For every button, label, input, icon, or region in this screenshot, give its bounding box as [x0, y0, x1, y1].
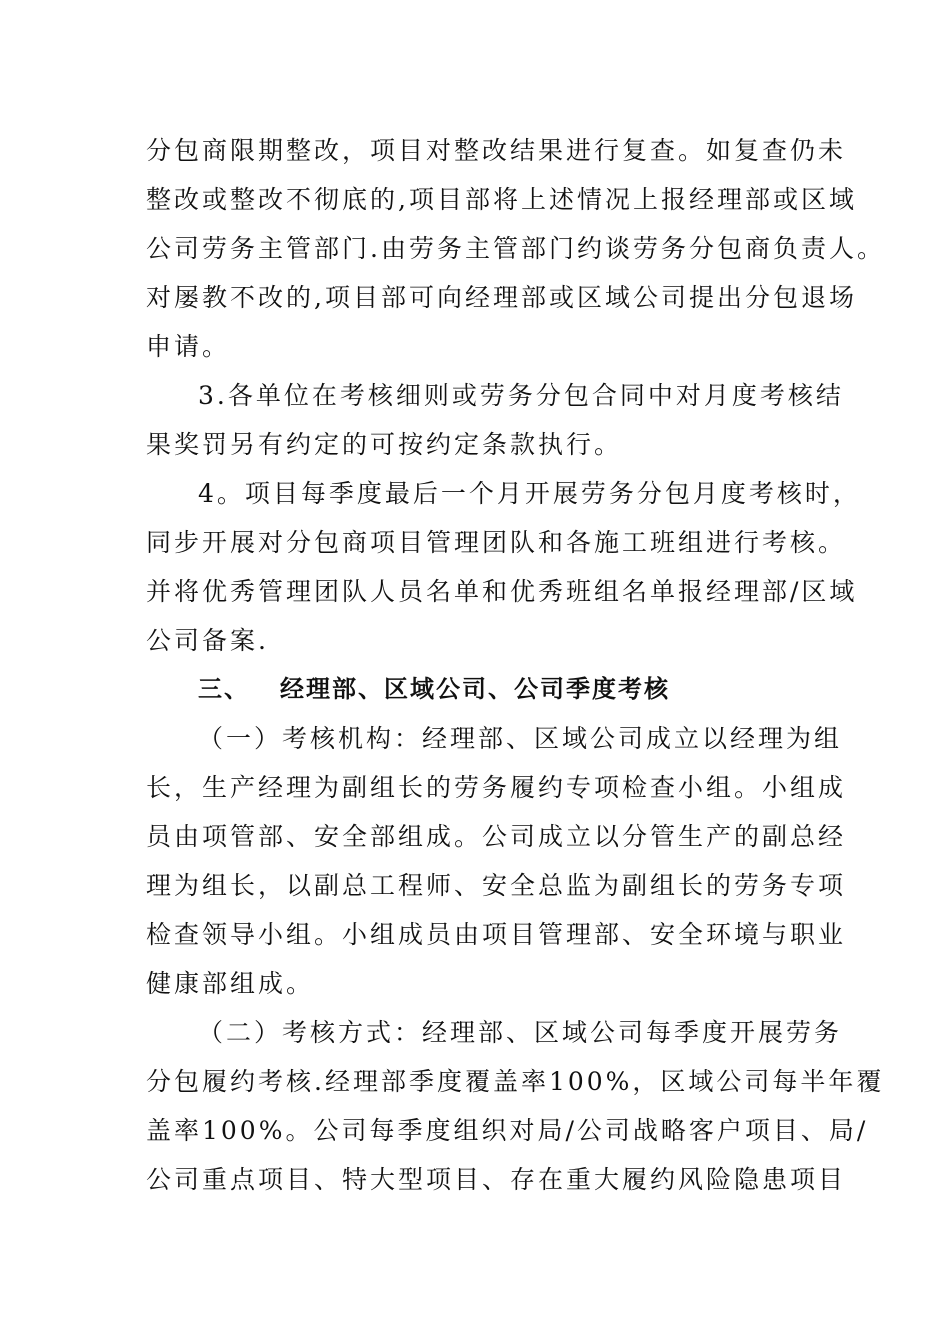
text-line: 分包履约考核.经理部季度覆盖率100%，区域公司每半年覆 [146, 1067, 885, 1096]
text-line: 同步开展对分包商项目管理团队和各施工班组进行考核。 [146, 528, 847, 557]
text-line: 对屡教不改的,项目部可向经理部或区域公司提出分包退场 [146, 283, 857, 312]
text-line: 长，生产经理为副组长的劳务履约专项检查小组。小组成 [146, 773, 847, 802]
text-line: 检查领导小组。小组成员由项目管理部、安全环境与职业 [146, 920, 847, 949]
document-body [146, 126, 885, 1204]
text-line: 健康部组成。 [146, 969, 315, 998]
text-line: 4。项目每季度最后一个月开展劳务分包月度考核时， [198, 479, 861, 508]
text-line: 盖率100%。公司每季度组织对局/公司战略客户项目、局/ [146, 1116, 869, 1145]
text-line: 公司劳务主管部门.由劳务主管部门约谈劳务分包商负责人。 [146, 234, 885, 263]
text-line: 公司重点项目、特大型项目、存在重大履约风险隐患项目 [146, 1165, 847, 1194]
text-line: 公司备案. [146, 626, 269, 655]
section-title: 经理部、区域公司、公司季度考核 [280, 675, 670, 703]
text-line: 员由项管部、安全部组成。公司成立以分管生产的副总经 [146, 822, 847, 851]
text-line: （二）考核方式：经理部、区域公司每季度开展劳务 [198, 1018, 843, 1047]
section-heading [146, 665, 826, 714]
text-line: 并将优秀管理团队人员名单和优秀班组名单报经理部/区域 [146, 577, 858, 606]
section-number: 三、 [198, 675, 250, 703]
text-line: 3.各单位在考核细则或劳务分包合同中对月度考核结 [198, 381, 844, 410]
text-line: 果奖罚另有约定的可按约定条款执行。 [146, 430, 623, 459]
text-line: 分包商限期整改，项目对整改结果进行复查。如复查仍未 [146, 136, 847, 165]
text-line: 整改或整改不彻底的,项目部将上述情况上报经理部或区域 [146, 185, 857, 214]
text-line: （一）考核机构：经理部、区域公司成立以经理为组 [198, 724, 843, 753]
text-line: 申请。 [146, 332, 231, 361]
text-line: 理为组长，以副总工程师、安全总监为副组长的劳务专项 [146, 871, 847, 900]
